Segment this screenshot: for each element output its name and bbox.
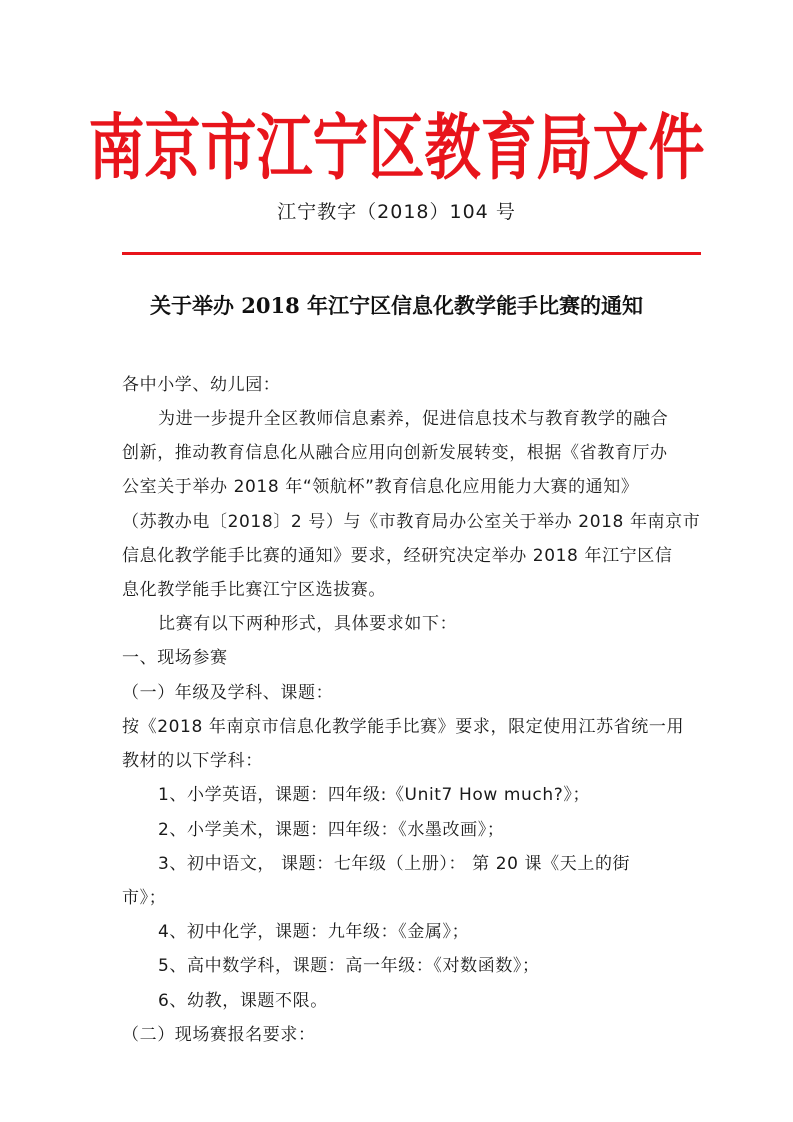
subsection-heading: （二）现场赛报名要求： <box>122 1025 316 1045</box>
subsection-heading: （一）年级及学科、课题： <box>122 683 334 703</box>
list-item-continued: 市》； <box>122 888 167 908</box>
paragraph-line: 公室关于举办 2018 年“领航杯”教育信息化应用能力大赛的通知》 <box>122 477 639 497</box>
list-item: 5、高中数学科，课题：高一年级：《对数函数》； <box>158 956 540 976</box>
paragraph-line: 信息化教学能手比赛的通知》要求，经研究决定举办 2018 年江宁区信 <box>122 546 673 566</box>
list-item: 2、小学美术，课题：四年级：《水墨改画》； <box>158 820 505 840</box>
issuer-header: 南京市江宁区教育局文件 <box>88 106 705 191</box>
list-item: 1、小学英语，课题：四年级:《Unit7 How much?》； <box>158 785 591 805</box>
list-item: 4、初中化学，课题：九年级：《金属》； <box>158 922 470 942</box>
paragraph-line: 按《2018 年南京市信息化教学能手比赛》要求，限定使用江苏省统一用 <box>122 717 685 737</box>
paragraph-line: （苏教办电〔2018〕2 号）与《市教育局办公室关于举办 2018 年南京市 <box>122 512 701 532</box>
paragraph-line: 教材的以下学科： <box>122 751 263 771</box>
salutation: 各中小学、幼儿园： <box>122 375 281 395</box>
list-item: 6、幼教，课题不限。 <box>158 991 328 1011</box>
paragraph-line: 比赛有以下两种形式，具体要求如下： <box>158 614 458 634</box>
paragraph-line: 创新，推动教育信息化从融合应用向创新发展转变，根据《省教育厅办 <box>122 443 668 463</box>
paragraph-line: 息化教学能手比赛江宁区选拔赛。 <box>122 580 386 600</box>
red-divider-line <box>122 252 701 255</box>
list-item: 3、初中语文， 课题：七年级（上册）： 第 20 课《天上的街 <box>158 854 631 874</box>
notice-title: 关于举办 2018 年江宁区信息化教学能手比赛的通知 <box>149 293 644 318</box>
section-heading: 一、现场参赛 <box>122 648 228 668</box>
document-number: 江宁教字（2018）104 号 <box>277 201 516 223</box>
paragraph-line: 为进一步提升全区教师信息素养，促进信息技术与教育教学的融合 <box>158 409 669 429</box>
